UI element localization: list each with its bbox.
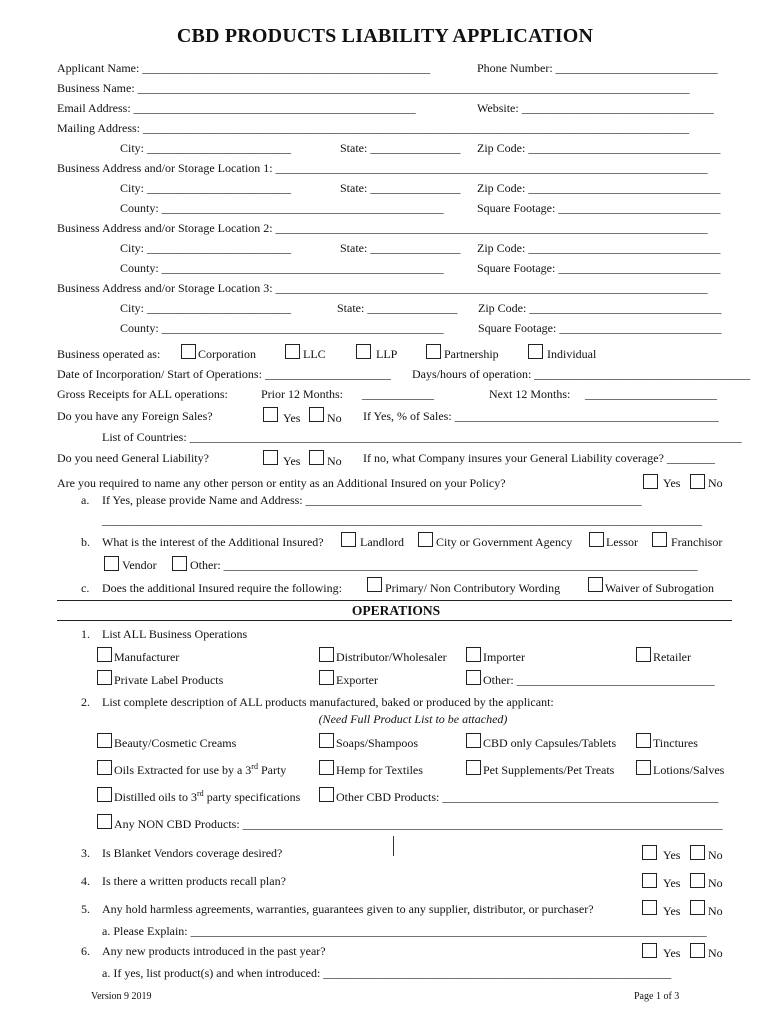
new-products-list-field[interactable]: a. If yes, list product(s) and when introduced: __________________________________________________________ [102, 966, 672, 980]
operations-heading: OPERATIONS [351, 603, 441, 618]
location-1-county-field[interactable]: County: _______________________________________________ [120, 201, 444, 215]
additional-insured-yes-checkbox[interactable] [643, 474, 658, 489]
business-operated-as-label: Business operated as: [57, 347, 161, 361]
location-3-square-footage-field[interactable]: Square Footage: ___________________________ [478, 321, 722, 335]
mailing-zip-field[interactable]: Zip Code: ________________________________ [477, 141, 721, 155]
question-4-number: 4. [81, 874, 90, 888]
landlord-label: Landlord [360, 535, 404, 549]
applicant-name-field[interactable]: Applicant Name: ________________________________________________ [57, 61, 431, 75]
tinctures-label: Tinctures [653, 736, 698, 750]
vendor-label: Vendor [122, 558, 157, 572]
oils-extracted-checkbox[interactable] [97, 760, 112, 775]
private-label-checkbox[interactable] [97, 670, 112, 685]
corporation-label: Corporation [198, 347, 256, 361]
distilled-oils-checkbox[interactable] [97, 787, 112, 802]
llp-label: LLP [376, 347, 398, 361]
additional-insured-requirements-question: Does the additional Insured require the following: [102, 581, 342, 595]
question-2-text: List complete description of ALL products manufactured, baked or produced by the applicant: [102, 695, 554, 709]
hold-harmless-yes-label: Yes [663, 904, 681, 918]
location-2-zip-field[interactable]: Zip Code: ________________________________ [477, 241, 721, 255]
llc-label: LLC [303, 347, 326, 361]
llp-checkbox[interactable] [356, 344, 371, 359]
waiver-of-subrogation-label: Waiver of Subrogation [605, 581, 715, 595]
foreign-sales-question: Do you have any Foreign Sales? [57, 409, 213, 423]
item-b-marker: b. [81, 535, 90, 549]
new-products-yes-label: Yes [663, 946, 681, 960]
location-2-address-field[interactable]: Business Address and/or Storage Location 2: ________________________________________________________________________ [57, 221, 708, 235]
pet-supplements-checkbox[interactable] [466, 760, 481, 775]
private-label-label: Private Label Products [114, 673, 224, 687]
city-government-checkbox[interactable] [418, 532, 433, 547]
foreign-sales-no-checkbox[interactable] [309, 407, 324, 422]
other-interest-field[interactable]: Other: _______________________________________________________________________________ [190, 558, 698, 572]
exporter-label: Exporter [336, 673, 378, 687]
foreign-sales-no-label: No [327, 411, 342, 425]
general-liability-question: Do you need General Liability? [57, 451, 209, 465]
location-2-county-field[interactable]: County: _______________________________________________ [120, 261, 444, 275]
lotions-salves-label: Lotions/Salves [653, 763, 725, 777]
question-5-text: Any hold harmless agreements, warranties, guarantees given to any supplier, distributor, or purchaser? [102, 902, 594, 916]
location-2-state-field[interactable]: State: _______________ [340, 241, 461, 255]
distilled-oils-label: Distilled oils to 3rd party specifications [114, 789, 301, 804]
location-3-county-field[interactable]: County: _______________________________________________ [120, 321, 444, 335]
product-list-note: (Need Full Product List to be attached) [318, 712, 508, 726]
section-divider-top [57, 600, 732, 601]
location-1-state-field[interactable]: State: _______________ [340, 181, 461, 195]
next-12-months-field[interactable]: ______________________ [585, 387, 717, 401]
question-2-number: 2. [81, 695, 90, 709]
non-cbd-checkbox[interactable] [97, 814, 112, 829]
gl-insurer-field[interactable]: If no, what Company insures your General Liability coverage? ________ [363, 451, 715, 465]
business-name-field[interactable]: Business Name: ____________________________________________________________________________________________ [57, 81, 690, 95]
new-products-no-label: No [708, 946, 723, 960]
hemp-textiles-checkbox[interactable] [319, 760, 334, 775]
partnership-label: Partnership [444, 347, 499, 361]
location-1-city-field[interactable]: City: ________________________ [120, 181, 292, 195]
other-cbd-checkbox[interactable] [319, 787, 334, 802]
location-1-zip-field[interactable]: Zip Code: ________________________________ [477, 181, 721, 195]
primary-noncontributory-checkbox[interactable] [367, 577, 382, 592]
location-2-city-field[interactable]: City: ________________________ [120, 241, 292, 255]
additional-insured-yes-label: Yes [663, 476, 681, 490]
cbd-capsules-checkbox[interactable] [466, 733, 481, 748]
blanket-vendors-yes-label: Yes [663, 848, 681, 862]
general-liability-no-label: No [327, 454, 342, 468]
individual-label: Individual [547, 347, 597, 361]
vendor-checkbox[interactable] [104, 556, 119, 571]
distributor-wholesaler-label: Distributor/Wholesaler [336, 650, 447, 664]
location-3-zip-field[interactable]: Zip Code: ________________________________ [478, 301, 722, 315]
question-6-text: Any new products introduced in the past year? [102, 944, 326, 958]
additional-insured-address-line-2[interactable]: ____________________________________________________________________________________________________ [102, 513, 702, 527]
retailer-checkbox[interactable] [636, 647, 651, 662]
next-12-months-label: Next 12 Months: [489, 387, 571, 401]
beauty-cosmetic-label: Beauty/Cosmetic Creams [114, 736, 237, 750]
list-of-countries-field[interactable]: List of Countries: ____________________________________________________________________________________________ [102, 430, 742, 444]
lessor-checkbox[interactable] [589, 532, 604, 547]
item-a-marker: a. [81, 493, 90, 507]
foreign-sales-yes-label: Yes [283, 411, 301, 425]
recall-plan-yes-label: Yes [663, 876, 681, 890]
primary-noncontributory-label: Primary/ Non Contributory Wording [385, 581, 561, 595]
question-5-number: 5. [81, 902, 90, 916]
partnership-checkbox[interactable] [426, 344, 441, 359]
section-divider-bottom [57, 620, 732, 621]
website-field[interactable]: Website: ________________________________ [477, 101, 714, 115]
importer-label: Importer [483, 650, 525, 664]
non-cbd-field[interactable]: Any NON CBD Products: ________________________________________________________________________________ [114, 817, 723, 831]
general-liability-yes-label: Yes [283, 454, 301, 468]
recall-plan-no-label: No [708, 876, 723, 890]
question-1-number: 1. [81, 627, 90, 641]
city-government-label: City or Government Agency [436, 535, 573, 549]
other-operation-checkbox[interactable] [466, 670, 481, 685]
mailing-address-field[interactable]: Mailing Address: ___________________________________________________________________________________________ [57, 121, 689, 135]
manufacturer-checkbox[interactable] [97, 647, 112, 662]
gross-receipts-label: Gross Receipts for ALL operations: [57, 387, 228, 401]
location-3-address-field[interactable]: Business Address and/or Storage Location 3: ________________________________________________________________________ [57, 281, 708, 295]
location-1-address-field[interactable]: Business Address and/or Storage Location 1: ________________________________________________________________________ [57, 161, 708, 175]
location-3-city-field[interactable]: City: ________________________ [120, 301, 292, 315]
recall-plan-yes-checkbox[interactable] [642, 873, 657, 888]
franchisor-checkbox[interactable] [652, 532, 667, 547]
hold-harmless-yes-checkbox[interactable] [642, 900, 657, 915]
new-products-no-checkbox[interactable] [690, 943, 705, 958]
llc-checkbox[interactable] [285, 344, 300, 359]
additional-insured-name-address-field[interactable]: If Yes, please provide Name and Address: ________________________________________________________ [102, 493, 642, 507]
question-4-text: Is there a written products recall plan? [102, 874, 286, 888]
prior-12-months-field[interactable]: ____________ [362, 387, 434, 401]
retailer-label: Retailer [653, 650, 691, 664]
beauty-cosmetic-checkbox[interactable] [97, 733, 112, 748]
general-liability-yes-checkbox[interactable] [263, 450, 278, 465]
date-of-incorporation-field[interactable]: Date of Incorporation/ Start of Operations: _____________________ [57, 367, 391, 381]
question-3-text: Is Blanket Vendors coverage desired? [102, 846, 283, 860]
item-c-marker: c. [81, 581, 90, 595]
waiver-of-subrogation-checkbox[interactable] [588, 577, 603, 592]
interest-question: What is the interest of the Additional Insured? [102, 535, 324, 549]
soaps-shampoos-checkbox[interactable] [319, 733, 334, 748]
cbd-capsules-label: CBD only Capsules/Tablets [483, 736, 617, 750]
new-products-yes-checkbox[interactable] [642, 943, 657, 958]
hemp-textiles-label: Hemp for Textiles [336, 763, 423, 777]
phone-number-field[interactable]: Phone Number: ___________________________ [477, 61, 718, 75]
lessor-label: Lessor [606, 535, 638, 549]
location-2-square-footage-field[interactable]: Square Footage: ___________________________ [477, 261, 721, 275]
soaps-shampoos-label: Soaps/Shampoos [336, 736, 419, 750]
exporter-checkbox[interactable] [319, 670, 334, 685]
corporation-checkbox[interactable] [181, 344, 196, 359]
blanket-vendors-no-checkbox[interactable] [690, 845, 705, 860]
tinctures-checkbox[interactable] [636, 733, 651, 748]
email-address-field[interactable]: Email Address: _______________________________________________ [57, 101, 416, 115]
pet-supplements-label: Pet Supplements/Pet Treats [483, 763, 615, 777]
mailing-state-field[interactable]: State: _______________ [340, 141, 461, 155]
distributor-wholesaler-checkbox[interactable] [319, 647, 334, 662]
foreign-sales-percent-field[interactable]: If Yes, % of Sales: ____________________________________________ [363, 409, 719, 423]
other-interest-checkbox[interactable] [172, 556, 187, 571]
prior-12-months-label: Prior 12 Months: [261, 387, 344, 401]
manufacturer-label: Manufacturer [114, 650, 180, 664]
additional-insured-no-checkbox[interactable] [690, 474, 705, 489]
blanket-vendors-no-label: No [708, 848, 723, 862]
days-hours-field[interactable]: Days/hours of operation: ____________________________________ [412, 367, 751, 381]
importer-checkbox[interactable] [466, 647, 481, 662]
hold-harmless-explain-field[interactable]: a. Please Explain: ______________________________________________________________________________________ [102, 924, 707, 938]
location-1-square-footage-field[interactable]: Square Footage: ___________________________ [477, 201, 721, 215]
recall-plan-no-checkbox[interactable] [690, 873, 705, 888]
question-3-number: 3. [81, 846, 90, 860]
other-cbd-field[interactable]: Other CBD Products: ______________________________________________ [336, 790, 719, 804]
general-liability-no-checkbox[interactable] [309, 450, 324, 465]
page-number-footer: Page 1 of 3 [634, 991, 680, 1002]
other-operation-field[interactable]: Other: _________________________________ [483, 673, 715, 687]
question-1-text: List ALL Business Operations [102, 627, 248, 641]
individual-checkbox[interactable] [528, 344, 543, 359]
mailing-city-field[interactable]: City: ________________________ [120, 141, 292, 155]
text-cursor-mark [393, 836, 394, 856]
version-footer: Version 9 2019 [91, 991, 152, 1002]
additional-insured-no-label: No [708, 476, 723, 490]
form-title: CBD PRODUCTS LIABILITY APPLICATION [176, 25, 594, 47]
hold-harmless-no-checkbox[interactable] [690, 900, 705, 915]
landlord-checkbox[interactable] [341, 532, 356, 547]
location-3-state-field[interactable]: State: _______________ [337, 301, 458, 315]
hold-harmless-no-label: No [708, 904, 723, 918]
franchisor-label: Franchisor [671, 535, 723, 549]
question-6-number: 6. [81, 944, 90, 958]
foreign-sales-yes-checkbox[interactable] [263, 407, 278, 422]
blanket-vendors-yes-checkbox[interactable] [642, 845, 657, 860]
lotions-salves-checkbox[interactable] [636, 760, 651, 775]
additional-insured-question: Are you required to name any other person or entity as an Additional Insured on your Policy? [57, 476, 506, 490]
oils-extracted-label: Oils Extracted for use by a 3rd Party [114, 762, 287, 777]
